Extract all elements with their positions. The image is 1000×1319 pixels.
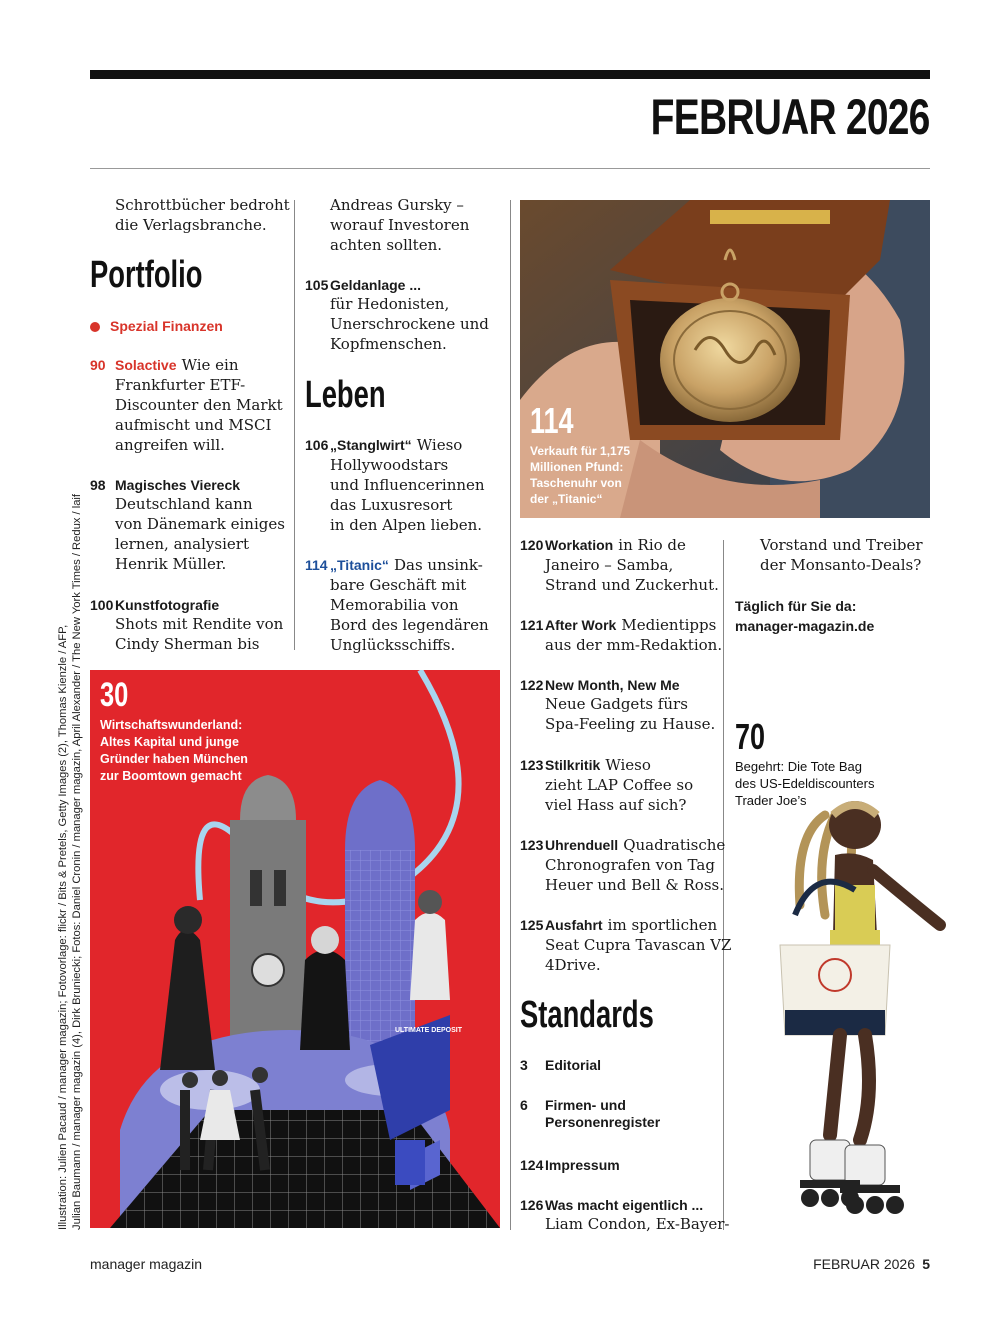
photo-credits: Illustration: Julien Pacaud / manager magazin; Fotovorlage: flickr / Bits & Pretels, Getty Images (2), Thomas Kienzle / AFP, Julian Baumann / manager magazin (4), Dirk Bruniecki; Fotos: Daniel Cronin / manager magazin, April Alexander / The New York Times / Redux / laif — [57, 493, 83, 1230]
collage-caption: Wirtschaftswunderland: Altes Kapital und junge Gründer haben München zur Boomtown gemacht — [100, 718, 248, 783]
toc-entry-90[interactable]: 90 Solactive Wie ein Frankfurter ETF- Discounter den Markt aufmischt und MSCI angreifen will. — [90, 356, 283, 454]
page-number: 5 — [922, 1256, 930, 1272]
column-divider-2 — [510, 200, 511, 1230]
photo-pocket-watch[interactable] — [520, 200, 930, 518]
toc-entry-6[interactable]: 6 Firmen- und Personenregister — [520, 1097, 661, 1130]
teaser-number-70: 70 — [735, 716, 766, 757]
toc-entry-105[interactable]: 105 Geldanlage ... für Hedonisten, Unerschrockene und Kopfmenschen. — [305, 277, 489, 353]
footer-issue: FEBRUAR 2026 — [813, 1256, 915, 1272]
collage-munich[interactable] — [90, 670, 500, 1228]
toc-entry-122[interactable]: 122 New Month, New Me Neue Gadgets fürs Spa-Feeling zu Hause. — [520, 677, 716, 733]
toc-entry-126[interactable]: 126 Was macht eigentlich ... Liam Condon, Ex-Bayer- — [520, 1197, 730, 1233]
toc-entry-100[interactable]: 100 Kunstfotografie Shots mit Rendite von Cindy Sherman bis — [90, 597, 284, 653]
top-rule — [90, 70, 930, 79]
skater-photo — [755, 795, 955, 1230]
photo-number: 114 — [530, 400, 574, 441]
toc-entry-98[interactable]: 98 Magisches Viereck Deutschland kann von Dänemark einiges lernen, analysiert Henrik Müller. — [90, 477, 285, 573]
card-label: ULTIMATE DEPOSIT — [395, 1027, 463, 1034]
toc-entry-123-uhrenduell[interactable]: 123 Uhrenduell Quadratische Chronografen von Tag Heuer und Bell & Ross. — [520, 836, 726, 894]
col2-intro: Andreas Gursky – worauf Investoren achten sollten. — [330, 196, 470, 254]
toc-entry-121[interactable]: 121 After Work Medientipps aus der mm-Redaktion. — [520, 616, 723, 654]
column-divider-1 — [294, 200, 295, 650]
toc-entry-120[interactable]: 120 Workation in Rio de Janeiro – Samba, Strand und Zuckerhut. — [520, 536, 719, 594]
toc-entry-125[interactable]: 125 Ausfahrt im sportlichen Seat Cupra Tavascan VZ 4Drive. — [520, 916, 732, 974]
bullet-dot — [90, 322, 100, 332]
toc-entry-124[interactable]: 124 Impressum — [520, 1157, 620, 1173]
issue-title: FEBRUAR 2026 — [651, 89, 930, 145]
teaser-caption-70[interactable]: Begehrt: Die Tote Bag des US-Edeldiscounters Trader Joe’s — [735, 759, 875, 808]
toc-entry-106[interactable]: 106 „Stanglwirt“ Wieso Hollywoodstars und Influencerinnen das Luxusresort in den Alpen lieben. — [305, 436, 485, 534]
spezial-finanzen-item[interactable]: Spezial Finanzen — [90, 316, 223, 335]
header-divider — [90, 168, 930, 169]
footer-magazine-name: manager magazin — [90, 1256, 203, 1272]
toc-entry-114[interactable]: 114 „Titanic“ Das unsink- bare Geschäft mit Memorabilia von Bord des legendären Unglücksschiffs. — [305, 556, 489, 654]
section-portfolio: Portfolio — [90, 254, 203, 296]
website-promo[interactable]: Täglich für Sie da: manager-magazin.de — [735, 598, 875, 634]
section-leben: Leben — [305, 374, 386, 416]
col1-intro: Schrottbücher bedroht die Verlagsbranche. — [115, 196, 290, 234]
toc-entry-123-stilkritik[interactable]: 123 Stilkritik Wieso zieht LAP Coffee so viel Hass auf sich? — [520, 756, 694, 814]
collage-number: 30 — [100, 676, 129, 714]
col4-intro: Vorstand und Treiber der Monsanto-Deals? — [760, 536, 923, 574]
photo-caption: Verkauft für 1,175 Millionen Pfund: Taschenuhr von der „Titanic“ — [530, 444, 631, 506]
toc-entry-3[interactable]: 3 Editorial — [520, 1057, 602, 1073]
section-standards: Standards — [520, 994, 654, 1036]
